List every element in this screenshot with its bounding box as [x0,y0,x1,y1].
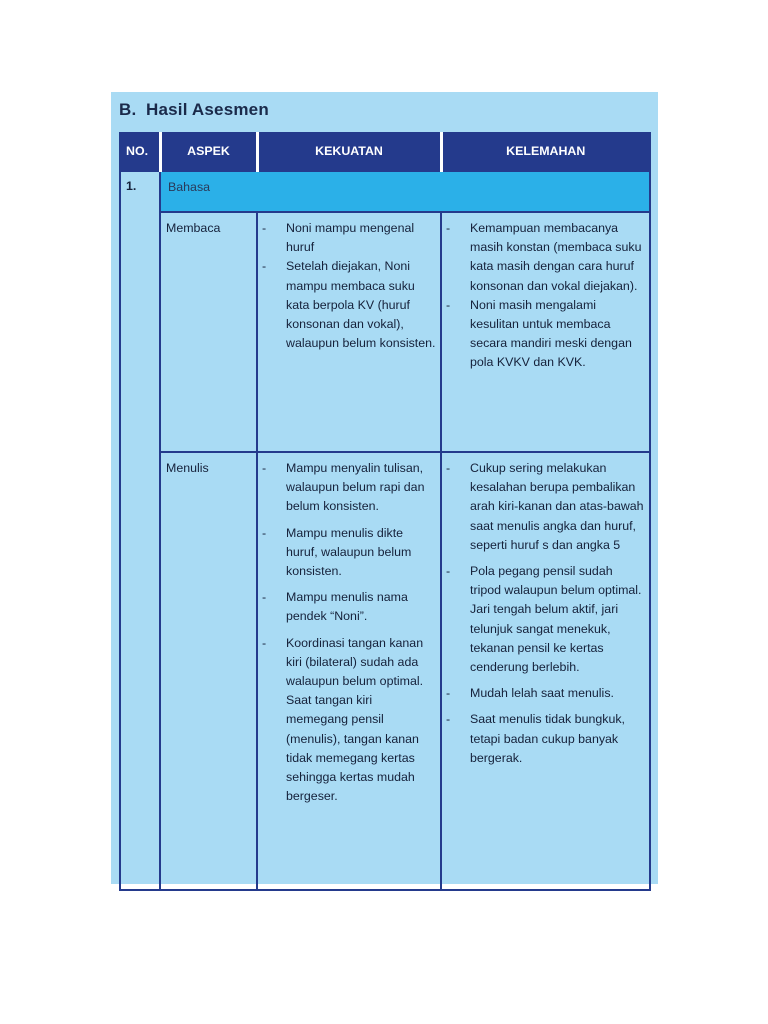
header-kelemahan: KELEMAHAN [441,133,650,171]
list-item: - Pola pegang pensil sudah tripod walaupun belum optimal. Jari tengah belum aktif, jari telunjuk sangat menekuk, tekanan pensil ke kertas cenderung berlebih. [446,562,645,677]
table-header-row [120,133,650,171]
group-number: 1. [120,171,160,890]
section-title [119,100,269,120]
list-item: - Mampu menulis dikte huruf, walaupun belum konsisten. [262,524,436,582]
header-aspek: ASPEK [160,133,257,171]
aspek-menulis: Menulis [160,452,257,890]
kekuatan-menulis [257,452,441,890]
assessment-table [119,132,651,891]
table-row [120,212,650,452]
list-item: - Mampu menyalin tulisan, walaupun belum rapi dan belum konsisten. [262,459,436,517]
kelemahan-membaca [441,212,650,452]
list-item: - Mudah lelah saat menulis. [446,684,645,703]
list-item: - Mampu menulis nama pendek “Noni”. [262,588,436,626]
kekuatan-membaca [257,212,441,452]
list-item: - Setelah diejakan, Noni mampu membaca suku kata berpola KV (huruf konsonan dan vokal), walaupun belum konsisten. [262,257,436,353]
list-item: - Cukup sering melakukan kesalahan berupa pembalikan arah kiri-kanan dan atas-bawah saat menulis angka dan huruf, seperti huruf s dan angka 5 [446,459,645,555]
kelemahan-menulis [441,452,650,890]
group-label: Bahasa [160,171,650,212]
header-no: NO. [120,133,160,171]
section-title-text: Hasil Asesmen [146,100,269,119]
assessment-panel [111,92,658,884]
aspek-membaca: Membaca [160,212,257,452]
list-item: - Saat menulis tidak bungkuk, tetapi badan cukup banyak bergerak. [446,710,645,768]
header-kekuatan: KEKUATAN [257,133,441,171]
list-item: - Kemampuan membacanya masih konstan (membaca suku kata masih dengan cara huruf konsonan dan vokal diejakan). [446,219,645,296]
list-item: - Koordinasi tangan kanan kiri (bilateral) sudah ada walaupun belum optimal. Saat tangan kiri memegang pensil (menulis), tangan kanan tidak memegang kertas sehingga kertas mudah bergeser. [262,634,436,807]
list-item: - Noni masih mengalami kesulitan untuk membaca secara mandiri meski dengan pola KVKV dan KVK. [446,296,645,373]
table-row [120,452,650,890]
list-item: - Noni mampu mengenal huruf [262,219,436,257]
section-number: B. [119,100,137,119]
group-row [120,171,650,212]
